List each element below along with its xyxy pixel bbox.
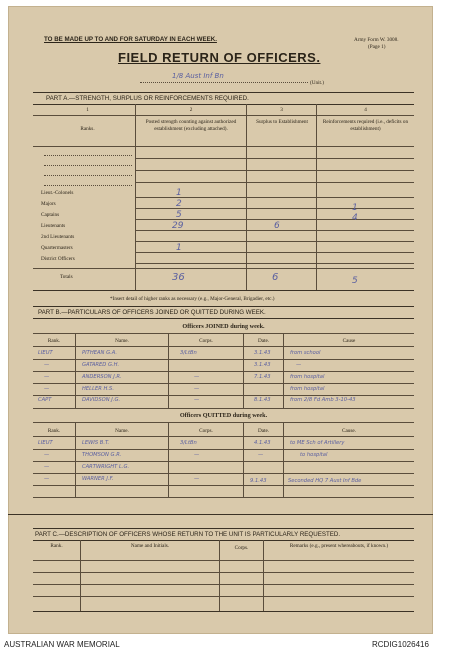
part-c-heading: PART C.—DESCRIPTION OF OFFICERS WHOSE RETURN TO THE UNIT IS PARTICULARLY REQUESTED.	[35, 531, 341, 538]
col-header-ranks: Ranks.	[80, 126, 95, 132]
total-surplus: 6	[272, 272, 279, 283]
rule	[33, 497, 414, 498]
row-rule	[135, 241, 414, 242]
part-a-heading: PART A.—STRENGTH, SURPLUS OR REINFORCEMENTS REQUIRED.	[46, 95, 249, 102]
col-number: 1	[86, 107, 89, 113]
row-rule	[135, 263, 414, 264]
form-title: FIELD RETURN OF OFFICERS.	[118, 50, 321, 65]
quitted-corps: 3/LtBn	[180, 440, 197, 446]
col-number: 2	[189, 107, 193, 113]
rule	[33, 146, 414, 147]
joined-rank: LIEUT	[38, 350, 53, 356]
reinforcement-value: 1	[352, 203, 358, 213]
row-rule	[33, 473, 414, 474]
unit-line	[140, 82, 308, 83]
quitted-date: 9.1.43	[250, 478, 267, 484]
joined-rank: —	[44, 374, 50, 380]
rule	[33, 318, 414, 319]
row-rule	[135, 158, 414, 159]
rank-label: Captains	[41, 212, 60, 218]
joined-cause: from 2/8 Fd Amb 3-10-43	[290, 397, 356, 403]
rule	[33, 408, 414, 409]
joined-date: 7.1.43	[254, 374, 271, 380]
joined-corps: —	[194, 386, 200, 392]
instruction-text: TO BE MADE UP TO AND FOR SATURDAY IN EACH WEEK.	[44, 36, 217, 43]
quitted-corps: —	[194, 476, 200, 482]
rule	[33, 560, 414, 561]
col-header-surplus: Surplus to Establishment	[256, 119, 308, 125]
quitted-rank: —	[44, 476, 50, 482]
joined-rank: —	[44, 386, 50, 392]
blank-rank-line	[44, 155, 132, 156]
row-rule	[33, 461, 414, 462]
col-header-posted: Posted strength counting against authorized establishment (excluding attached).	[145, 119, 237, 132]
fold-line	[8, 514, 433, 515]
part-c-col-corps: Corps.	[234, 545, 249, 551]
quitted-name: CARTWRIGHT L.G.	[82, 464, 130, 470]
blank-rank-line	[44, 175, 132, 176]
form-reference: Army Form W. 3008.	[354, 37, 399, 43]
row-rule	[33, 383, 414, 384]
row-rule	[33, 572, 414, 573]
rank-label: Quartermasters	[41, 245, 73, 251]
row-rule	[135, 182, 414, 183]
quitted-cause: to hospital	[300, 452, 328, 458]
quitted-col-cause: Cause.	[342, 428, 356, 434]
row-rule	[33, 395, 414, 396]
rule	[33, 268, 414, 269]
col-number: 4	[364, 107, 367, 113]
footer-credit: AUSTRALIAN WAR MEMORIAL	[4, 640, 120, 649]
quitted-rank: —	[44, 464, 50, 470]
quitted-rank: LIEUT	[38, 440, 53, 446]
joined-title: Officers JOINED during week.	[182, 323, 265, 330]
row-rule	[33, 371, 414, 372]
reinforcement-value: 4	[352, 213, 358, 223]
blank-rank-line	[44, 185, 132, 186]
joined-cause: from school	[290, 350, 321, 356]
col-number: 3	[280, 107, 283, 113]
rule	[33, 92, 414, 93]
col-header-reinforcements: Reinforcements required (i.e., deficits on establishment)	[322, 119, 409, 132]
footer-id: RCDIG1026416	[372, 640, 429, 649]
joined-cause: from hospital	[290, 374, 325, 380]
joined-corps: 3/LtBn	[180, 350, 197, 356]
row-rule	[33, 359, 414, 360]
quitted-name: WARNER J.F.	[82, 476, 114, 482]
quitted-corps: —	[194, 452, 200, 458]
joined-col-corps: Corps.	[199, 338, 213, 344]
row-rule	[33, 596, 414, 597]
quitted-col-date: Date.	[257, 428, 270, 434]
rule	[33, 346, 414, 347]
quitted-date: 4.1.43	[254, 440, 271, 446]
rule	[33, 540, 414, 541]
posted-value: 5	[176, 210, 182, 220]
joined-name: PITHEAN G.A.	[82, 350, 118, 356]
rule	[33, 115, 414, 116]
joined-cause: from hospital	[290, 386, 325, 392]
quitted-title: Officers QUITTED during week.	[179, 412, 268, 419]
unit-name: 1/8 Aust Inf Bn	[172, 72, 224, 80]
rule	[33, 436, 414, 437]
quitted-cause: to ME Sch of Artillery	[290, 440, 345, 446]
part-c-col-name: Name and Initials.	[130, 543, 170, 549]
quitted-date: —	[258, 452, 264, 458]
row-rule	[135, 170, 414, 171]
rule	[33, 422, 414, 423]
rule	[33, 290, 414, 291]
totals-label: Totals	[60, 274, 73, 280]
quitted-cause: Seconded HQ 7 Aust Inf Bde	[288, 478, 362, 484]
joined-col-date: Date.	[257, 338, 270, 344]
joined-col-name: Name.	[115, 338, 129, 344]
quitted-col-name: Name.	[115, 428, 129, 434]
row-rule	[33, 584, 414, 585]
rank-label: Lieutenants	[41, 223, 66, 229]
quitted-col-rank: Rank.	[47, 428, 61, 434]
joined-name: ANDERSON J.R.	[82, 374, 122, 380]
rank-label: Majors	[41, 201, 56, 207]
joined-date: 8.1.43	[254, 397, 271, 403]
quitted-col-corps: Corps.	[199, 428, 213, 434]
posted-value: 2	[176, 199, 182, 209]
joined-corps: —	[194, 397, 200, 403]
joined-cause: —	[296, 362, 302, 368]
rule	[33, 333, 414, 334]
quitted-name: THOMSON G.R.	[82, 452, 122, 458]
col-rule	[263, 540, 264, 612]
total-posted: 36	[172, 272, 185, 283]
part-c-col-rank: Rank.	[50, 543, 63, 549]
quitted-name: LEWIS B.T.	[82, 440, 110, 446]
joined-date: 3.1.43	[254, 362, 271, 368]
joined-col-cause: Cause	[342, 338, 356, 344]
joined-name: DAVIDSON J.G.	[82, 397, 121, 403]
posted-value: 1	[176, 188, 182, 198]
unit-label: (Unit.)	[310, 80, 324, 86]
joined-date: 3.1.43	[254, 350, 271, 356]
rule	[33, 104, 414, 105]
row-rule	[33, 449, 414, 450]
surplus-value: 6	[274, 221, 280, 231]
joined-name: GATARED G.H.	[82, 362, 120, 368]
joined-col-rank: Rank.	[47, 338, 61, 344]
page-number: (Page 1)	[368, 44, 386, 50]
rule	[33, 611, 414, 612]
rule	[33, 528, 414, 529]
col-rule	[80, 540, 81, 612]
joined-rank: —	[44, 362, 50, 368]
footnote: *Insert detail of higher ranks as necessary (e.g., Major-General, Brigadier, etc.)	[110, 296, 275, 302]
rule	[33, 306, 414, 307]
joined-corps: —	[194, 374, 200, 380]
rank-label: 2nd Lieutenants	[41, 234, 75, 240]
part-c-col-remarks: Remarks (e.g., present whereabouts, if known.)	[289, 543, 389, 549]
row-rule	[33, 485, 414, 486]
rank-label: Lieut.-Colonels	[41, 190, 74, 196]
rank-label: District Officers	[41, 256, 75, 262]
part-b-heading: PART B.—PARTICULARS OF OFFICERS JOINED OR QUITTED DURING WEEK.	[38, 309, 266, 316]
blank-rank-line	[44, 165, 132, 166]
quitted-rank: —	[44, 452, 50, 458]
joined-rank: CAPT	[38, 397, 52, 403]
total-reinforcements: 5	[352, 276, 358, 286]
posted-value: 29	[172, 221, 184, 231]
joined-name: HELLER H.S.	[82, 386, 114, 392]
posted-value: 1	[176, 243, 182, 253]
